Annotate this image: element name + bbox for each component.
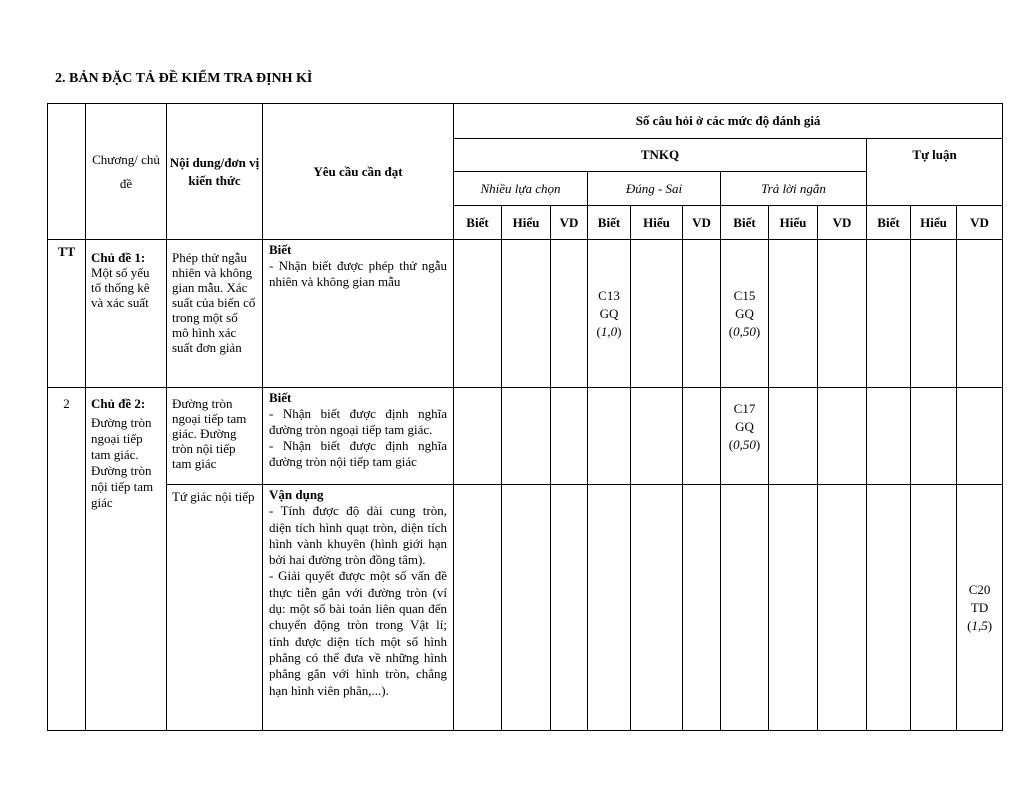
tt-header-cell: [48, 104, 86, 240]
answer-cell: [867, 485, 911, 731]
requirement-level: Biết: [269, 390, 292, 405]
answer-cell: [683, 485, 721, 731]
question-type: TD: [970, 599, 989, 615]
level-header: Hiểu: [769, 206, 818, 240]
requirement-cell: [263, 240, 454, 388]
multiple-choice-header: Nhiều lựa chọn: [454, 172, 588, 206]
answer-cell: [867, 388, 911, 485]
answer-cell: [551, 388, 588, 485]
chapter-text: Một số yếu tố thống kê và xác suất: [91, 265, 150, 310]
answer-cell: [818, 240, 867, 388]
specification-table: [47, 103, 1003, 731]
answer-cell: [818, 388, 867, 485]
content-cell: Tứ giác nội tiếp: [167, 485, 263, 731]
question-type: GQ: [735, 419, 754, 434]
level-header: Biết: [454, 206, 502, 240]
answer-cell: [957, 240, 1003, 388]
level-header: VD: [818, 206, 867, 240]
content-header: Nội dung/đơn vị kiến thức: [167, 104, 263, 240]
requirement-text: - Nhận biết được định nghĩa đường tròn ngoại tiếp tam giác.: [269, 406, 447, 437]
answer-cell: [721, 388, 769, 485]
answer-cell: [588, 485, 631, 731]
answer-cell: [721, 485, 769, 731]
answer-cell: [911, 485, 957, 731]
level-header: VD: [683, 206, 721, 240]
level-header: Biết: [867, 206, 911, 240]
answer-cell: [769, 240, 818, 388]
question-code: C15: [733, 287, 756, 303]
requirement-level: Vận dụng: [269, 487, 324, 502]
requirement-header: Yêu cầu cần đạt: [263, 104, 454, 240]
answer-cell: [502, 240, 551, 388]
true-false-header: Đúng - Sai: [588, 172, 721, 206]
chapter-text: Đường tròn ngoại tiếp tam giác. Đường tròn nội tiếp tam giác: [91, 415, 154, 510]
question-score: (1,5): [967, 617, 993, 633]
question-type: GQ: [599, 305, 619, 321]
requirement-cell: [263, 388, 454, 485]
answer-cell: [551, 240, 588, 388]
answer-cell: [502, 485, 551, 731]
question-code: C20: [968, 581, 991, 597]
question-score: (0,50): [728, 323, 761, 339]
short-answer-header: Trả lời ngắn: [721, 172, 867, 206]
content-cell: Phép thử ngẫu nhiên và không gian mẫu. Xác suất của biến cố trong một số mô hình xác suất đơn giản: [167, 240, 263, 388]
answer-cell: [502, 388, 551, 485]
answer-cell: [818, 485, 867, 731]
answer-cell: [867, 240, 911, 388]
requirement-text: - Nhận biết được định nghĩa đường tròn nội tiếp tam giác: [269, 438, 447, 469]
answer-cell: [911, 388, 957, 485]
answer-cell: [631, 240, 683, 388]
level-header: Hiểu: [502, 206, 551, 240]
answer-cell: [454, 388, 502, 485]
table-row: [48, 388, 1003, 485]
answer-cell: [683, 240, 721, 388]
chapter-header: Chương/ chủ đề: [86, 104, 167, 240]
content-cell: Đường tròn ngoại tiếp tam giác. Đường tròn nội tiếp tam giác: [167, 388, 263, 485]
level-header: VD: [957, 206, 1003, 240]
answer-cell: [957, 388, 1003, 485]
answer-cell: [454, 240, 502, 388]
tnkq-header: TNKQ: [454, 139, 867, 172]
section-heading: 2. BẢN ĐẶC TẢ ĐỀ KIỂM TRA ĐỊNH KÌ: [55, 71, 313, 86]
answer-cell: [588, 388, 631, 485]
question-score: (1,0): [596, 323, 622, 339]
table-row: [48, 240, 1003, 388]
chapter-title: Chủ đề 1:: [91, 250, 146, 265]
tt-cell: TT: [48, 240, 86, 388]
level-header: Hiểu: [911, 206, 957, 240]
level-header: VD: [551, 206, 588, 240]
answer-cell: [631, 485, 683, 731]
question-code: C13: [598, 287, 620, 303]
tu-luan-header: Tự luận: [867, 139, 1003, 206]
level-header: Biết: [588, 206, 631, 240]
requirement-text: - Giải quyết được một số vấn đề thực tiễn gắn với đường tròn (ví dụ: một số bài toán liên quan đến chuyển động tròn trong Vật lí; tính được diện tích một số hình phẳng có thể đưa về những hình phẳng gắn với hình tròn, chẳng hạn hình viên phân,...).: [269, 568, 447, 698]
answer-cell: [769, 388, 818, 485]
requirement-text: - Tính được độ dài cung tròn, diện tích hình quạt tròn, diện tích hình vành khuyên (hình giới hạn bởi hai đường tròn đồng tâm).: [269, 503, 447, 568]
answer-cell: [631, 388, 683, 485]
question-type: GQ: [735, 305, 754, 321]
chapter-cell: [86, 388, 167, 731]
requirement-cell: [263, 485, 454, 731]
question-code: C17: [733, 401, 756, 416]
level-header: Biết: [721, 206, 769, 240]
requirement-text: - Nhận biết được phép thử ngẫu nhiên và không gian mẫu: [269, 258, 447, 289]
chapter-title: Chủ đề 2:: [91, 396, 146, 411]
question-score: (0,50): [728, 437, 761, 452]
answer-cell: [683, 388, 721, 485]
table-row: [48, 485, 1003, 731]
level-header: Hiểu: [631, 206, 683, 240]
answer-cell: [721, 240, 769, 388]
answer-cell: [769, 485, 818, 731]
requirement-level: Biết: [269, 242, 292, 257]
levels-group-header: Số câu hỏi ở các mức độ đánh giá: [454, 104, 1003, 139]
chapter-cell: [86, 240, 167, 388]
answer-cell: [588, 240, 631, 388]
tt-cell: 2: [48, 388, 86, 731]
answer-cell: [454, 485, 502, 731]
answer-cell: [551, 485, 588, 731]
answer-cell: [957, 485, 1003, 731]
answer-cell: [911, 240, 957, 388]
